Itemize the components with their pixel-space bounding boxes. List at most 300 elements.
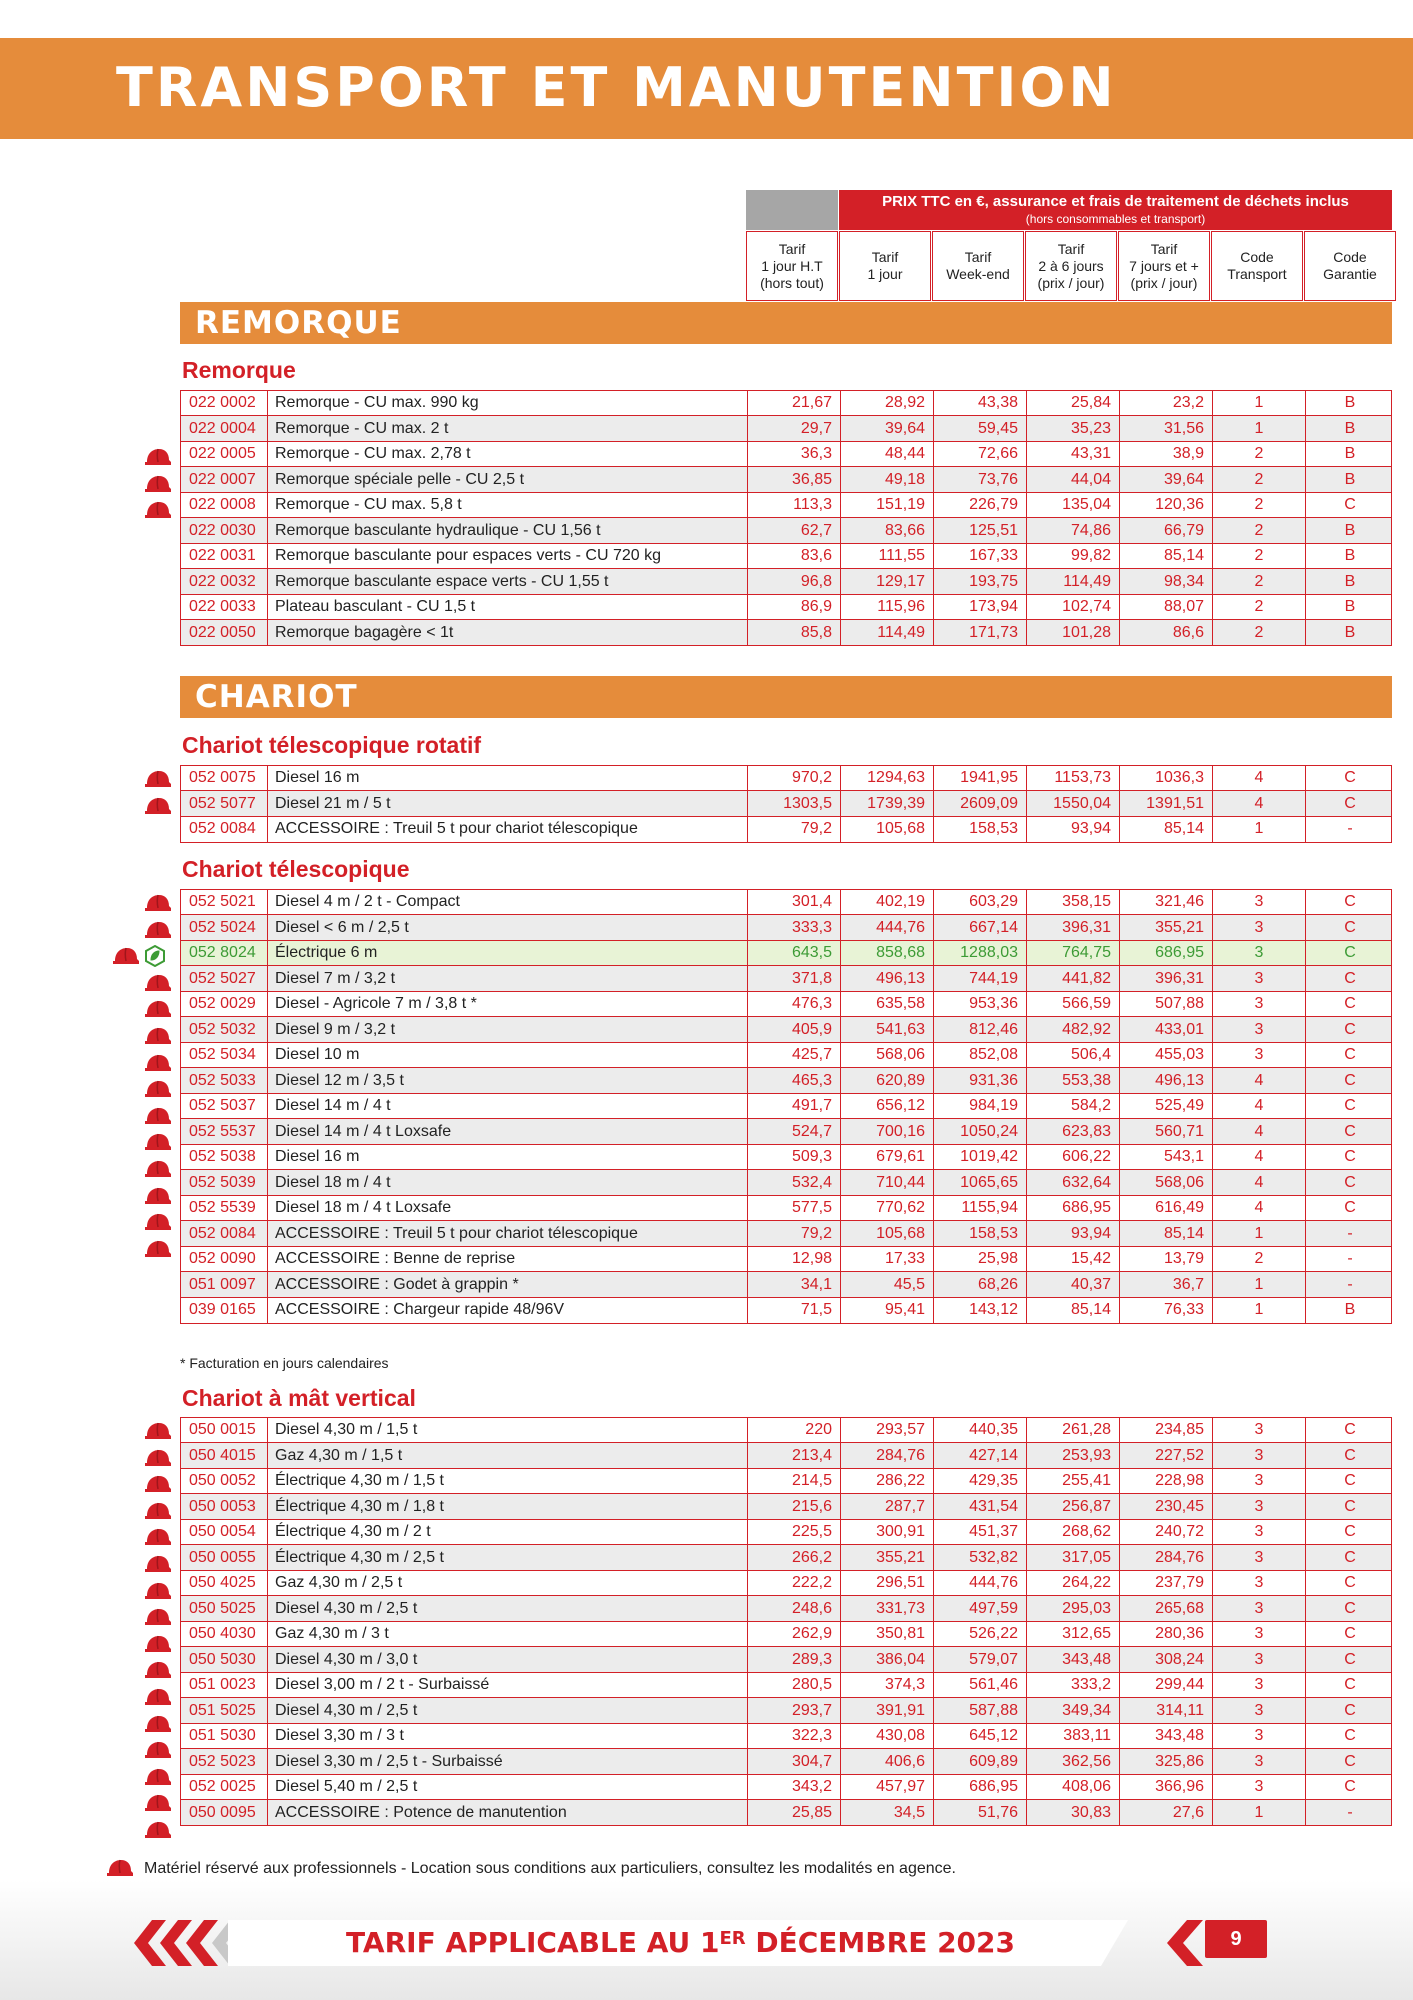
price-cell: 343,2 [747, 1775, 840, 1800]
transport-code-cell: 3 [1212, 1749, 1305, 1774]
item-description: ACCESSOIRE : Godet à grappin * [275, 1275, 519, 1293]
price-cell: 312,65 [1026, 1622, 1119, 1647]
transport-code-cell: 2 [1212, 467, 1305, 492]
price-cell: 770,62 [840, 1196, 933, 1221]
helmet-icon [144, 1607, 172, 1627]
transport-code-cell: 4 [1212, 1094, 1305, 1119]
guarantee-code-cell: C [1305, 1094, 1394, 1119]
price-cell: 476,3 [747, 992, 840, 1017]
item-code: 052 8024 [189, 944, 256, 961]
table-row [180, 1646, 1392, 1673]
guarantee-code-cell: B [1305, 569, 1394, 594]
guarantee-code-cell: C [1305, 1043, 1394, 1068]
price-cell: 225,5 [747, 1520, 840, 1545]
table-row [180, 1544, 1392, 1571]
item-code: 052 0029 [189, 995, 256, 1012]
price-cell: 541,63 [840, 1017, 933, 1042]
price-cell: 577,5 [747, 1196, 840, 1221]
item-code: 022 0007 [189, 470, 256, 488]
code-separator [267, 1673, 268, 1698]
code-separator [267, 1800, 268, 1825]
transport-code-cell: 4 [1212, 791, 1305, 816]
price-cell: 308,24 [1119, 1647, 1212, 1672]
transport-code-cell: 4 [1212, 1170, 1305, 1195]
code-separator [267, 1145, 268, 1170]
helmet-icon [144, 973, 172, 993]
table-row [180, 1118, 1392, 1145]
price-cell: 25,98 [933, 1247, 1026, 1272]
code-separator [267, 416, 268, 441]
code-separator [267, 1749, 268, 1774]
code-separator [267, 1043, 268, 1068]
helmet-icon [106, 1858, 134, 1878]
item-code: 022 0031 [189, 547, 256, 564]
item-description: Diesel 14 m / 4 t [275, 1097, 391, 1114]
price-cell: 29,7 [747, 416, 840, 441]
price-cell: 700,16 [840, 1119, 933, 1144]
table-row [180, 1093, 1392, 1120]
transport-code-cell: 3 [1212, 890, 1305, 915]
item-code: 050 4025 [189, 1574, 256, 1591]
price-cell: 256,87 [1026, 1494, 1119, 1519]
code-separator [267, 1622, 268, 1647]
price-cell: 402,19 [840, 890, 933, 915]
price-cell: 606,22 [1026, 1145, 1119, 1170]
helmet-icon [144, 1026, 172, 1046]
price-cell: 679,61 [840, 1145, 933, 1170]
price-cell: 362,56 [1026, 1749, 1119, 1774]
item-code: 052 5537 [189, 1122, 256, 1140]
transport-code-cell: 4 [1212, 1119, 1305, 1144]
price-cell: 237,79 [1119, 1571, 1212, 1596]
table-row [180, 991, 1392, 1018]
item-code: 052 5021 [189, 893, 256, 910]
item-description: Diesel 4,30 m / 3,0 t [275, 1650, 418, 1668]
header-grey-block [746, 190, 838, 230]
price-cell: 321,46 [1119, 890, 1212, 915]
item-description: Diesel 4,30 m / 2,5 t [275, 1701, 418, 1719]
price-cell: 1294,63 [840, 766, 933, 791]
price-cell: 265,68 [1119, 1596, 1212, 1621]
helmet-icon [144, 447, 172, 467]
column-header: Code Garantie [1304, 231, 1396, 301]
item-code: 050 0055 [189, 1548, 256, 1566]
helmet-icon [144, 999, 172, 1019]
transport-code-cell: 3 [1212, 1647, 1305, 1672]
helmet-icon [144, 1714, 172, 1734]
price-cell: 543,1 [1119, 1145, 1212, 1170]
price-cell: 383,11 [1026, 1724, 1119, 1749]
transport-code-cell: 3 [1212, 1494, 1305, 1519]
price-cell: 444,76 [933, 1571, 1026, 1596]
price-cell: 350,81 [840, 1622, 933, 1647]
code-separator [267, 1221, 268, 1246]
item-description: Diesel 12 m / 3,5 t [275, 1071, 404, 1089]
code-separator [267, 992, 268, 1017]
transport-code-cell: 2 [1212, 569, 1305, 594]
transport-code-cell: 3 [1212, 1698, 1305, 1723]
price-cell: 262,9 [747, 1622, 840, 1647]
helmet-icon [144, 1660, 172, 1680]
price-cell: 616,49 [1119, 1196, 1212, 1221]
item-description: Électrique 4,30 m / 1,8 t [275, 1497, 444, 1515]
code-separator [267, 1119, 268, 1144]
price-cell: 114,49 [1026, 569, 1119, 594]
price-cell: 95,41 [840, 1298, 933, 1323]
column-header: Tarif 1 jour [839, 231, 931, 301]
price-cell: 59,45 [933, 416, 1026, 441]
code-separator [267, 544, 268, 569]
code-separator [267, 442, 268, 467]
price-cell: 391,91 [840, 1698, 933, 1723]
price-cell: 620,89 [840, 1068, 933, 1093]
item-code: 052 0084 [189, 820, 256, 837]
price-cell: 248,6 [747, 1596, 840, 1621]
table-row [180, 492, 1392, 519]
code-separator [267, 1170, 268, 1195]
guarantee-code-cell: C [1305, 1469, 1394, 1494]
price-cell: 173,94 [933, 595, 1026, 620]
price-cell: 1155,94 [933, 1196, 1026, 1221]
guarantee-code-cell: C [1305, 1596, 1394, 1621]
transport-code-cell: 3 [1212, 992, 1305, 1017]
item-code: 022 0033 [189, 598, 256, 615]
price-cell: 355,21 [1119, 915, 1212, 940]
helmet-icon [144, 1820, 172, 1840]
guarantee-code-cell: C [1305, 791, 1394, 816]
guarantee-code-cell: C [1305, 1749, 1394, 1774]
code-separator [267, 1068, 268, 1093]
price-cell: 113,3 [747, 493, 840, 518]
table-row [180, 1144, 1392, 1171]
transport-code-cell: 3 [1212, 1775, 1305, 1800]
table-row [180, 1672, 1392, 1699]
price-cell: 812,46 [933, 1017, 1026, 1042]
price-cell: 686,95 [1119, 941, 1212, 966]
subsection-title: Remorque [182, 357, 296, 383]
helmet-icon [144, 500, 172, 520]
table-row [180, 1195, 1392, 1222]
guarantee-code-cell: B [1305, 416, 1394, 441]
page-title: TRANSPORT ET MANUTENTION [116, 56, 1117, 119]
price-cell: 455,03 [1119, 1043, 1212, 1068]
table-row [180, 816, 1392, 843]
transport-code-cell: 4 [1212, 1196, 1305, 1221]
code-separator [267, 1571, 268, 1596]
price-cell: 28,92 [840, 391, 933, 416]
price-cell: 93,94 [1026, 1221, 1119, 1246]
item-description: Diesel < 6 m / 2,5 t [275, 918, 409, 936]
guarantee-code-cell: B [1305, 518, 1394, 543]
price-cell: 105,68 [840, 1221, 933, 1246]
item-description: ACCESSOIRE : Potence de manutention [275, 1803, 567, 1821]
code-separator [267, 890, 268, 915]
guarantee-code-cell: C [1305, 1673, 1394, 1698]
item-description: ACCESSOIRE : Benne de reprise [275, 1250, 516, 1267]
price-cell: 430,08 [840, 1724, 933, 1749]
helmet-icon [112, 946, 140, 966]
price-cell: 93,94 [1026, 817, 1119, 842]
price-cell: 289,3 [747, 1647, 840, 1672]
price-cell: 226,79 [933, 493, 1026, 518]
price-cell: 40,37 [1026, 1272, 1119, 1297]
code-separator [267, 1724, 268, 1749]
item-description: Électrique 4,30 m / 1,5 t [275, 1472, 444, 1489]
price-cell: 76,33 [1119, 1298, 1212, 1323]
guarantee-code-cell: C [1305, 1775, 1394, 1800]
price-cell: 509,3 [747, 1145, 840, 1170]
item-description: Gaz 4,30 m / 2,5 t [275, 1574, 403, 1591]
code-separator [267, 391, 268, 416]
price-cell: 96,8 [747, 569, 840, 594]
legend-text: Matériel réservé aux professionnels - Location sous conditions aux particuliers, consultez les modalités en agence. [144, 1860, 956, 1877]
table-row [180, 1493, 1392, 1520]
item-description: Diesel 7 m / 3,2 t [275, 969, 396, 987]
item-description: Diesel 21 m / 5 t [275, 794, 391, 812]
guarantee-code-cell: C [1305, 966, 1394, 991]
item-code: 052 0025 [189, 1778, 256, 1795]
price-cell: 405,9 [747, 1017, 840, 1042]
price-table [180, 391, 1392, 646]
subsection-title: Chariot télescopique [182, 856, 410, 882]
price-cell: 343,48 [1119, 1724, 1212, 1749]
price-cell: 427,14 [933, 1443, 1026, 1468]
helmet-icon [144, 1581, 172, 1601]
price-cell: 85,8 [747, 620, 840, 645]
price-cell: 1739,39 [840, 791, 933, 816]
helmet-icon [144, 1767, 172, 1787]
code-separator [267, 1469, 268, 1494]
guarantee-code-cell: C [1305, 1145, 1394, 1170]
item-code: 050 4030 [189, 1625, 256, 1642]
code-separator [267, 1545, 268, 1570]
price-cell: 609,89 [933, 1749, 1026, 1774]
price-cell: 491,7 [747, 1094, 840, 1119]
price-cell: 299,44 [1119, 1673, 1212, 1698]
price-cell: 333,3 [747, 915, 840, 940]
transport-code-cell: 3 [1212, 915, 1305, 940]
table-row [180, 1042, 1392, 1069]
transport-code-cell: 3 [1212, 1443, 1305, 1468]
price-cell: 230,45 [1119, 1494, 1212, 1519]
item-description: Remorque - CU max. 2,78 t [275, 445, 471, 462]
price-cell: 584,2 [1026, 1094, 1119, 1119]
item-code: 050 0053 [189, 1497, 256, 1515]
price-cell: 36,3 [747, 442, 840, 467]
price-cell: 21,67 [747, 391, 840, 416]
price-cell: 293,7 [747, 1698, 840, 1723]
item-description: Diesel 18 m / 4 t [275, 1173, 391, 1191]
guarantee-code-cell: C [1305, 1443, 1394, 1468]
code-separator [267, 1196, 268, 1221]
table-row [180, 568, 1392, 595]
price-cell: 240,72 [1119, 1520, 1212, 1545]
price-cell: 1303,5 [747, 791, 840, 816]
price-cell: 482,92 [1026, 1017, 1119, 1042]
price-cell: 496,13 [840, 966, 933, 991]
guarantee-code-cell: - [1305, 1272, 1394, 1297]
price-cell: 396,31 [1119, 966, 1212, 991]
price-cell: 358,15 [1026, 890, 1119, 915]
code-separator [267, 1647, 268, 1672]
helmet-icon [144, 1079, 172, 1099]
price-cell: 343,48 [1026, 1647, 1119, 1672]
price-cell: 355,21 [840, 1545, 933, 1570]
item-description: Plateau basculant - CU 1,5 t [275, 598, 476, 615]
guarantee-code-cell: C [1305, 941, 1394, 966]
price-cell: 656,12 [840, 1094, 933, 1119]
price-cell: 71,5 [747, 1298, 840, 1323]
price-cell: 587,88 [933, 1698, 1026, 1723]
code-separator [267, 1017, 268, 1042]
price-cell: 99,82 [1026, 544, 1119, 569]
page-header [0, 38, 1413, 139]
price-cell: 331,73 [840, 1596, 933, 1621]
price-cell: 68,26 [933, 1272, 1026, 1297]
price-cell: 85,14 [1119, 817, 1212, 842]
price-cell: 220 [747, 1418, 840, 1443]
page-number: 9 [1205, 1920, 1267, 1958]
code-separator [267, 1494, 268, 1519]
helmet-icon [144, 1501, 172, 1521]
transport-code-cell: 3 [1212, 1017, 1305, 1042]
price-cell: 44,04 [1026, 467, 1119, 492]
price-cell: 451,37 [933, 1520, 1026, 1545]
table-row [180, 1723, 1392, 1750]
table-row [180, 790, 1392, 817]
price-cell: 85,14 [1119, 544, 1212, 569]
column-header: Tarif Week-end [932, 231, 1024, 301]
price-cell: 1391,51 [1119, 791, 1212, 816]
price-cell: 88,07 [1119, 595, 1212, 620]
price-cell: 314,11 [1119, 1698, 1212, 1723]
guarantee-code-cell: C [1305, 1418, 1394, 1443]
leaf-badge-icon [144, 945, 166, 967]
item-code: 022 0008 [189, 496, 256, 513]
item-code: 050 0095 [189, 1803, 256, 1821]
table-row [180, 543, 1392, 570]
helmet-icon [144, 1634, 172, 1654]
guarantee-code-cell: C [1305, 766, 1394, 791]
price-cell: 284,76 [1119, 1545, 1212, 1570]
item-code: 051 0023 [189, 1676, 256, 1693]
section-banner [180, 302, 1392, 344]
helmet-icon [144, 920, 172, 940]
transport-code-cell: 2 [1212, 620, 1305, 645]
price-cell: 304,7 [747, 1749, 840, 1774]
price-cell: 120,36 [1119, 493, 1212, 518]
item-code: 022 0002 [189, 394, 256, 411]
price-cell: 83,6 [747, 544, 840, 569]
code-separator [267, 766, 268, 791]
item-description: Gaz 4,30 m / 3 t [275, 1625, 389, 1642]
transport-code-cell: 2 [1212, 1247, 1305, 1272]
helmet-icon [144, 1740, 172, 1760]
price-cell: 635,58 [840, 992, 933, 1017]
helmet-icon [144, 1106, 172, 1126]
price-cell: 444,76 [840, 915, 933, 940]
price-cell: 261,28 [1026, 1418, 1119, 1443]
price-cell: 1036,3 [1119, 766, 1212, 791]
transport-code-cell: 1 [1212, 1298, 1305, 1323]
helmet-icon [144, 769, 172, 789]
guarantee-code-cell: B [1305, 467, 1394, 492]
item-description: Électrique 4,30 m / 2 t [275, 1523, 431, 1540]
code-separator [267, 915, 268, 940]
table-row [180, 914, 1392, 941]
helmet-icon [144, 1793, 172, 1813]
item-code: 052 5027 [189, 969, 256, 987]
price-cell: 1550,04 [1026, 791, 1119, 816]
code-separator [267, 1247, 268, 1272]
price-cell: 34,1 [747, 1272, 840, 1297]
price-note-line2: (hors consommables et transport) [1025, 212, 1206, 226]
price-cell: 284,76 [840, 1443, 933, 1468]
price-cell: 287,7 [840, 1494, 933, 1519]
item-description: ACCESSOIRE : Treuil 5 t pour chariot télescopique [275, 1224, 638, 1242]
price-cell: 349,34 [1026, 1698, 1119, 1723]
price-cell: 465,3 [747, 1068, 840, 1093]
price-cell: 984,19 [933, 1094, 1026, 1119]
price-cell: 215,6 [747, 1494, 840, 1519]
item-description: Électrique 4,30 m / 2,5 t [275, 1548, 444, 1566]
item-code: 022 0005 [189, 445, 256, 462]
price-cell: 135,04 [1026, 493, 1119, 518]
item-code: 052 5038 [189, 1148, 256, 1165]
item-code: 052 5039 [189, 1173, 256, 1191]
price-cell: 667,14 [933, 915, 1026, 940]
price-cell: 214,5 [747, 1469, 840, 1494]
transport-code-cell: 3 [1212, 1545, 1305, 1570]
table-row [180, 1067, 1392, 1094]
table-row [180, 517, 1392, 544]
helmet-icon [144, 1421, 172, 1441]
price-cell: 253,93 [1026, 1443, 1119, 1468]
transport-code-cell: 1 [1212, 416, 1305, 441]
price-cell: 105,68 [840, 817, 933, 842]
price-cell: 532,82 [933, 1545, 1026, 1570]
price-cell: 27,6 [1119, 1800, 1212, 1825]
price-cell: 2609,09 [933, 791, 1026, 816]
price-cell: 15,42 [1026, 1247, 1119, 1272]
price-cell: 280,5 [747, 1673, 840, 1698]
price-cell: 532,4 [747, 1170, 840, 1195]
code-separator [267, 1418, 268, 1443]
table-row [180, 1016, 1392, 1043]
item-code: 050 5025 [189, 1599, 256, 1617]
table-row [180, 1297, 1392, 1324]
guarantee-code-cell: B [1305, 595, 1394, 620]
price-cell: 632,64 [1026, 1170, 1119, 1195]
table-row [180, 1417, 1392, 1444]
item-description: Diesel 14 m / 4 t Loxsafe [275, 1122, 452, 1140]
helmet-icon [144, 474, 172, 494]
table-row [180, 1169, 1392, 1196]
price-cell: 623,83 [1026, 1119, 1119, 1144]
item-description: Diesel 16 m [275, 769, 360, 786]
guarantee-code-cell: C [1305, 1068, 1394, 1093]
section-title: REMORQUE [195, 305, 402, 341]
price-cell: 561,46 [933, 1673, 1026, 1698]
helmet-icon [144, 1527, 172, 1547]
helmet-icon [144, 1554, 172, 1574]
price-cell: 35,23 [1026, 416, 1119, 441]
price-note-line1: PRIX TTC en €, assurance et frais de traitement de déchets inclus [882, 193, 1349, 210]
price-cell: 296,51 [840, 1571, 933, 1596]
code-separator [267, 966, 268, 991]
price-cell: 98,34 [1119, 569, 1212, 594]
price-cell: 300,91 [840, 1520, 933, 1545]
